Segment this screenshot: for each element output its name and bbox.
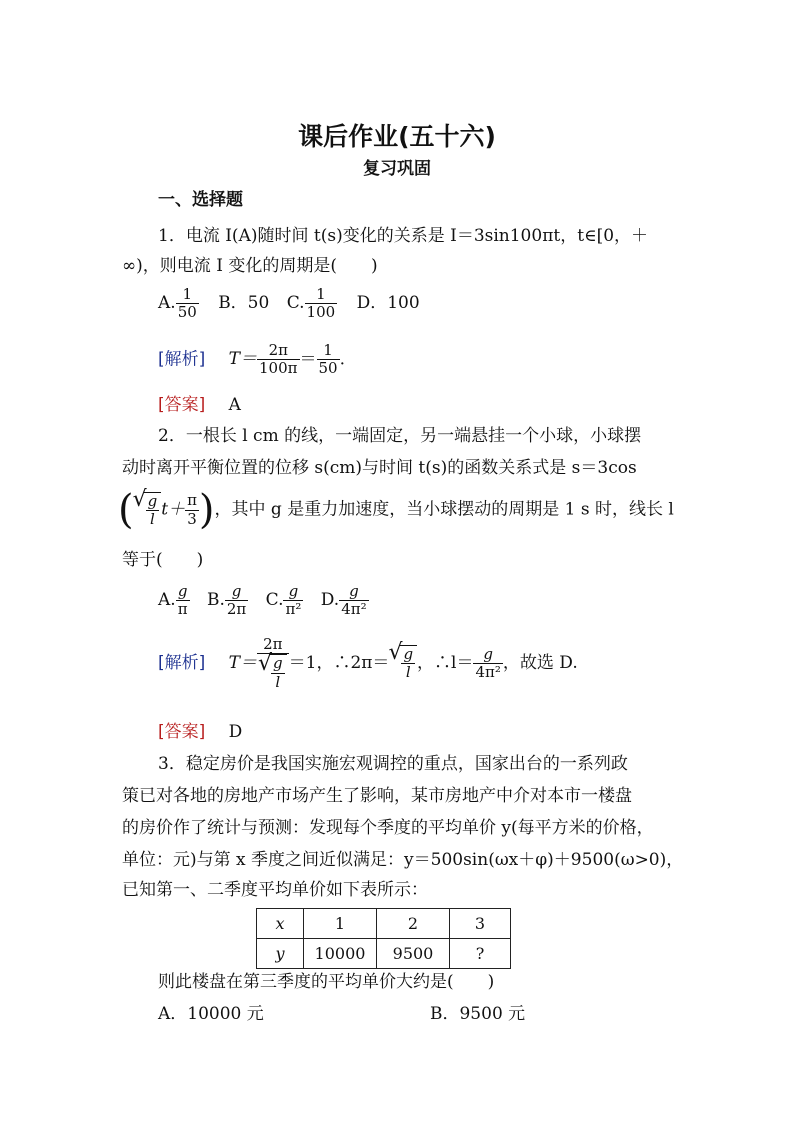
q3-question: 则此楼盘在第三季度的平均单价大约是( ) xyxy=(158,972,495,992)
q1-answer xyxy=(158,397,241,414)
q2-line3 xyxy=(118,487,674,533)
q2-option-b xyxy=(206,582,248,619)
frac-num: 2π xyxy=(257,636,289,654)
q1-option-c-label: C. xyxy=(286,293,305,314)
page-subtitle: 复习巩固 xyxy=(363,159,431,179)
frac-num: 1 xyxy=(317,342,340,360)
q2-solution-frac1 xyxy=(257,636,289,691)
frac-num: 2π xyxy=(257,342,300,360)
answer-tag: [答案] xyxy=(158,395,206,415)
q2-option-d-fraction xyxy=(339,583,368,619)
frac-den: 3 xyxy=(187,509,197,528)
q2-answer xyxy=(158,724,242,741)
q2-option-c xyxy=(265,582,304,619)
q1-option-a-label: A. xyxy=(158,293,176,314)
q2-answer-value: D xyxy=(228,722,243,742)
page-title: 课后作业(五十六) xyxy=(298,122,496,151)
q3-data-table xyxy=(256,908,511,969)
q2-solution xyxy=(158,636,578,691)
q2-line4: 等于( ) xyxy=(122,550,204,570)
table-cell: 9500 xyxy=(377,939,450,969)
q3-line5: 已知第一、二季度平均单价如下表所示： xyxy=(122,880,428,900)
q1-solution xyxy=(158,342,345,378)
q1-solution-frac1 xyxy=(257,342,300,378)
q2-option-a-fraction xyxy=(176,583,190,619)
frac-den: 2π xyxy=(226,600,247,619)
table-cell: 3 xyxy=(450,909,511,939)
frac-num: √ g xyxy=(147,491,158,510)
solution-tag: [解析] xyxy=(158,349,206,370)
q2-solution-eq1: ＝1，∴2π＝ xyxy=(288,652,390,673)
frac-num: √ g xyxy=(273,654,283,673)
q1-solution-t: T＝ xyxy=(228,349,258,370)
q3-option-a: A．10000 元 xyxy=(158,1004,264,1024)
q1-option-a xyxy=(158,285,204,322)
q3-line1: 3．稳定房价是我国实施宏观调控的重点，国家出台的一系列政 xyxy=(158,754,628,774)
frac-num: g xyxy=(176,583,190,601)
q2-line3-text: ，其中 g 是重力加速度，当小球摆动的周期是 1 s 时，线长 l xyxy=(214,499,674,520)
frac-den: 4π² xyxy=(341,600,367,619)
sqrt-frac xyxy=(271,655,285,691)
frac-num: 1 xyxy=(305,286,338,304)
frac-den: 50 xyxy=(318,359,338,378)
q2-option-a-label: A. xyxy=(158,590,176,611)
sqrt-expression xyxy=(269,654,287,691)
frac-den xyxy=(257,654,289,691)
q2-option-d xyxy=(320,582,369,619)
q2-option-b-label: B. xyxy=(206,590,225,611)
section-heading: 一、选择题 xyxy=(158,190,243,210)
q2-arg-frac xyxy=(146,493,160,529)
table-cell: 1 xyxy=(304,909,377,939)
frac-num: √ g xyxy=(403,645,414,664)
frac-den: 100 xyxy=(306,303,336,322)
sqrt-expression xyxy=(144,492,162,529)
q2-line2: 动时离开平衡位置的位移 s(cm)与时间 t(s)的函数关系式是 s＝3cos xyxy=(122,458,637,478)
frac-den: 4π² xyxy=(475,662,501,681)
q1-line1: 1．电流 I(A)随时间 t(s)变化的关系是 I＝3sin100πt，t∈[0，＋ xyxy=(158,226,649,246)
q2-solution-end: ，故选 D. xyxy=(502,652,578,673)
frac-num: g xyxy=(283,583,303,601)
frac-den: l xyxy=(150,510,155,528)
frac-den: π² xyxy=(285,600,302,619)
q2-arg-t: t＋ xyxy=(161,499,186,520)
q2-option-b-fraction xyxy=(225,583,248,619)
q2-options xyxy=(158,583,369,619)
table-cell: ? xyxy=(450,939,511,969)
q2-option-c-label: C. xyxy=(265,590,284,611)
q2-arg-pi-frac xyxy=(185,492,199,528)
table-cell: 10000 xyxy=(304,939,377,969)
paren-close: ) xyxy=(198,487,215,533)
frac-den: π xyxy=(177,600,188,619)
q1-solution-frac2 xyxy=(317,342,340,378)
q1-option-a-fraction xyxy=(176,286,199,322)
frac-num: π xyxy=(187,491,197,510)
q1-option-d: D．100 xyxy=(356,293,420,314)
q1-solution-eq: ＝ xyxy=(299,349,317,370)
q3-line4: 单位：元)与第 x 季度之间近似满足：y＝500sin(ωx＋φ)＋9500(ω>0)， xyxy=(122,850,684,870)
table-cell: 2 xyxy=(377,909,450,939)
q1-answer-value: A xyxy=(228,395,241,415)
frac-num: g xyxy=(339,583,368,601)
q3-line3: 的房价作了统计与预测：发现每个季度的平均单价 y(每平方米的价格， xyxy=(122,818,654,838)
frac-den: 100π xyxy=(259,359,298,378)
paren-open: ( xyxy=(118,487,134,533)
frac-den: 50 xyxy=(177,303,197,322)
q1-option-b: B．50 xyxy=(218,293,270,314)
q2-option-d-label: D. xyxy=(320,590,340,611)
frac-num: 1 xyxy=(176,286,199,304)
sqrt-expression xyxy=(399,645,417,682)
q2-line1: 2．一根长 l cm 的线，一端固定，另一端悬挂一个小球，小球摆 xyxy=(158,426,642,446)
frac-den: l xyxy=(405,663,411,682)
q2-solution-mid: ，∴l＝ xyxy=(417,652,474,673)
answer-tag: [答案] xyxy=(158,722,206,742)
frac-num: g xyxy=(225,583,248,601)
frac-num: g xyxy=(473,646,502,664)
table-cell: y xyxy=(257,939,304,969)
solution-tag: [解析] xyxy=(158,652,206,673)
q2-option-c-fraction xyxy=(283,583,303,619)
table-row xyxy=(257,939,511,969)
q2-solution-frac3 xyxy=(473,646,502,682)
q1-option-c xyxy=(286,285,343,322)
q1-options xyxy=(158,286,420,322)
frac-den: l xyxy=(275,672,281,691)
table-row xyxy=(257,909,511,939)
q3-option-b: B．9500 元 xyxy=(430,1004,526,1024)
table-cell: x xyxy=(257,909,304,939)
q3-line2: 策已对各地的房地产市场产生了影响，某市房地产中介对本市一楼盘 xyxy=(122,786,632,806)
q1-option-c-fraction xyxy=(305,286,338,322)
sqrt-frac xyxy=(401,646,415,682)
q2-solution-t: T＝ xyxy=(228,652,258,673)
q1-solution-end: . xyxy=(339,349,346,370)
q1-line2: ∞)，则电流 I 变化的周期是( ) xyxy=(122,256,378,276)
q2-option-a xyxy=(158,582,190,619)
